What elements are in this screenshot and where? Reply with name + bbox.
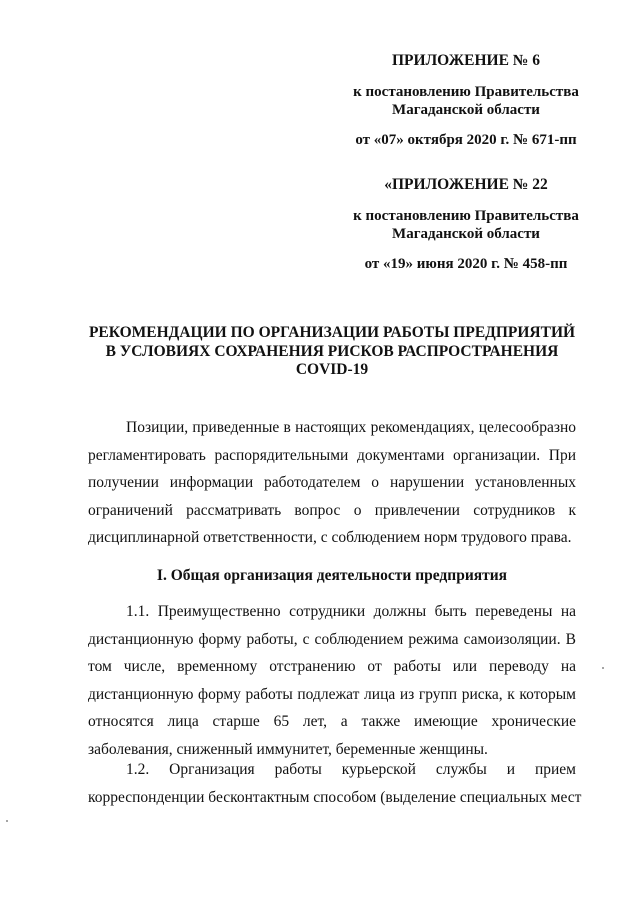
paragraph-line: получении информации работодателем о нарушении установленных <box>88 474 576 491</box>
appendix-current-region-line: Магаданской области <box>392 102 540 118</box>
paragraph-line: относятся лица старше 65 лет, а также имеющие хронические <box>88 713 576 730</box>
scan-speck <box>6 820 8 822</box>
appendix-previous-region-line: Магаданской области <box>392 226 540 242</box>
paragraph-line: регламентировать распорядительными документами организации. При <box>88 446 576 464</box>
paragraph-line: ограничений рассматривать вопрос о привлечении сотрудников к <box>88 501 576 519</box>
appendix-previous-title: «ПРИЛОЖЕНИЕ № 22 <box>384 176 548 193</box>
appendix-previous-date: от «19» июня 2020 г. № 458-пп <box>364 256 568 272</box>
paragraph-line: 1.1. Преимущественно сотрудники должны быть переведены на <box>126 603 576 620</box>
paragraph-line: том числе, временному отстранению от работы или переводу на <box>88 658 576 675</box>
intro-paragraph <box>88 414 576 552</box>
paragraph-line: дистанционную форму работы подлежат лица из групп риска, к которым <box>88 685 576 703</box>
item-1-2-paragraph <box>88 756 582 811</box>
appendix-current-title: ПРИЛОЖЕНИЕ № 6 <box>392 52 540 69</box>
section-heading: I. Общая организация деятельности предприятия <box>156 567 508 584</box>
document-title-line: РЕКОМЕНДАЦИИ ПО ОРГАНИЗАЦИИ РАБОТЫ ПРЕДПРИЯТИЙ <box>88 324 576 341</box>
appendix-previous-header <box>330 176 602 273</box>
document-title-line: COVID-19 <box>295 361 369 378</box>
document-title <box>82 324 582 380</box>
document-title-line: В УСЛОВИЯХ СОХРАНЕНИЯ РИСКОВ РАСПРОСТРАНЕНИЯ <box>105 342 559 360</box>
paragraph-line: дисциплинарной ответственности, с соблюдением норм трудового права. <box>88 529 572 546</box>
paragraph-line: 1.2. Организация работы курьерской службы и прием <box>126 761 576 778</box>
appendix-current-date: от «07» октября 2020 г. № 671-пп <box>355 132 577 148</box>
paragraph-line: Позиции, приведенные в настоящих рекомендациях, целесообразно <box>126 419 576 436</box>
paragraph-line: дистанционную форму работы, с соблюдением режима самоизоляции. В <box>88 630 576 648</box>
appendix-current-decree-line: к постановлению Правительства <box>353 84 579 100</box>
paragraph-line: корреспонденции бесконтактным способом (выделение специальных мест <box>88 788 582 806</box>
paragraph-line: заболевания, сниженный иммунитет, беременные женщины. <box>88 740 488 758</box>
item-1-1-paragraph <box>88 598 576 763</box>
appendix-current-header <box>330 52 602 149</box>
scan-speck <box>602 667 604 669</box>
appendix-previous-decree-line: к постановлению Правительства <box>353 208 579 224</box>
